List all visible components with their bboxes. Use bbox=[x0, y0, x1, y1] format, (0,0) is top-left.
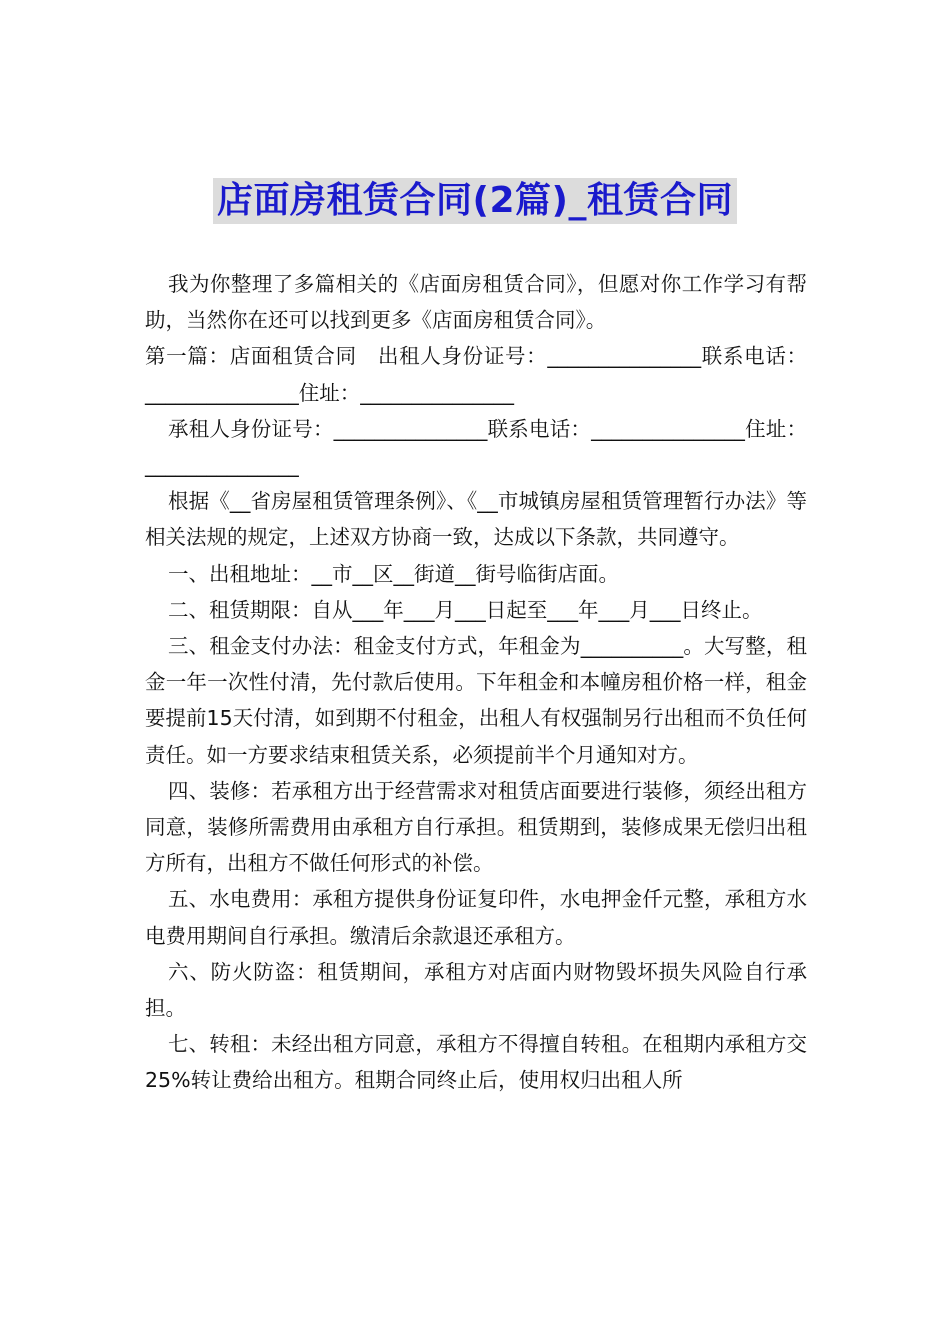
paragraph-intro: 我为你整理了多篇相关的《店面房租赁合同》，但愿对你工作学习有帮助，当然你在还可以找到更多《店面房租赁合同》。 bbox=[145, 272, 807, 333]
clause-term: 二、租赁期限：自从___年___月___日起至___年___月___日终止。 bbox=[168, 597, 763, 622]
clause-rent-payment: 三、租金支付办法：租金支付方式，年租金为__________。大写整，租金一年一次性付清，先付款后使用。下年租金和本幢房租价格一样，租金要提前15天付清，如到期不付租金，出租人有权强制另行出租而不负任何责任。如一方要求结束租赁关系，必须提前半个月通知对方。 bbox=[145, 634, 807, 767]
paragraph-lessee-info: 承租人身份证号：_______________联系电话：_______________住址：_______________ bbox=[145, 416, 807, 478]
clause-renovation: 四、装修：若承租方出于经营需求对租赁店面要进行装修，须经出租方同意，装修所需费用由承租方自行承担。租赁期到，装修成果无偿归出租方所有，出租方不做任何形式的补偿。 bbox=[145, 778, 807, 876]
clause-address: 一、出租地址：__市__区__街道__街号临街店面。 bbox=[168, 561, 619, 586]
clause-utilities: 五、水电费用：承租方提供身份证复印件，水电押金仟元整，承租方水电费用期间自行承担。缴清后余款退还承租方。 bbox=[145, 887, 807, 948]
clause-fire-theft: 六、防火防盗：租赁期间，承租方对店面内财物毁坏损失风险自行承担。 bbox=[145, 959, 807, 1021]
clause-sublease: 七、转租：未经出租方同意，承租方不得擅自转租。在租期内承租方交25%转让费给出租方。租期合同终止后，使用权归出租人所 bbox=[145, 1032, 807, 1093]
paragraph-lessor-info: 第一篇：店面租赁合同 出租人身份证号：_______________联系电话：_______________住址：_______________ bbox=[145, 344, 807, 405]
paragraph-legal-basis: 根据《__省房屋租赁管理条例》、《__市城镇房屋租赁管理暂行办法》等相关法规的规定，上述双方协商一致，达成以下条款，共同遵守。 bbox=[145, 489, 807, 550]
document-body bbox=[145, 266, 807, 1099]
document-title: 店面房租赁合同(2篇)_租赁合同 bbox=[213, 178, 737, 224]
title-container bbox=[0, 178, 950, 224]
